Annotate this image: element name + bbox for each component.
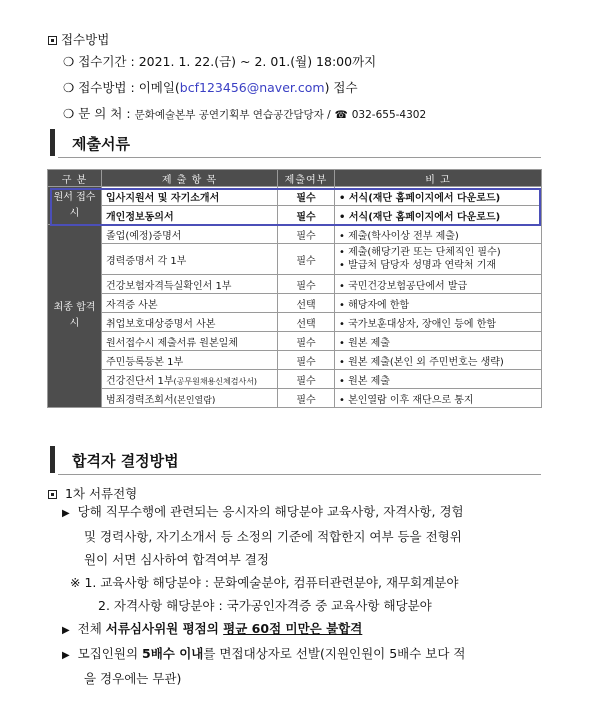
doc-note: • 제출(학사이상 전부 제출) bbox=[335, 225, 542, 244]
circle-bullet-icon: ❍ bbox=[63, 80, 75, 95]
doc-required: 필수 bbox=[278, 225, 335, 244]
doc-required: 필수 bbox=[278, 187, 335, 206]
table-row bbox=[48, 332, 542, 351]
selection-rule-line: ▶ 모집인원의 5배수 이내를 면접대상자로 선발(지원인원이 5배수 보다 적 bbox=[62, 646, 466, 661]
reception-email-link[interactable]: bcf123456@naver.com bbox=[179, 80, 325, 95]
doc-note: • 원본 제출 bbox=[335, 370, 542, 389]
reception-period-label: 접수기간 bbox=[78, 54, 127, 69]
header-item: 제 출 항 목 bbox=[102, 170, 278, 187]
doc-required: 선택 bbox=[278, 294, 335, 313]
criteria-line: 당해 직무수행에 관련되는 응시자의 해당분야 교육사항, 자격사항, 경험 bbox=[77, 504, 464, 519]
category-final: 최종 합격시 bbox=[48, 225, 102, 408]
doc-item: 졸업(예정)증명서 bbox=[102, 225, 278, 244]
header-required: 제출여부 bbox=[278, 170, 335, 187]
section-rule bbox=[58, 157, 541, 158]
doc-item: 취업보호대상증명서 사본 bbox=[102, 313, 278, 332]
doc-item: 입사지원서 및 자기소개서 bbox=[102, 187, 278, 206]
reception-method-prefix: 이메일( bbox=[138, 80, 180, 95]
doc-item: 경력증명서 각 1부 bbox=[102, 244, 278, 275]
documents-table bbox=[47, 169, 542, 408]
reception-phone: 032-655-4302 bbox=[351, 109, 427, 121]
reception-contact-line: ❍ 문 의 처 : 문화예술본부 공연기획부 연습공간담당자 / ☎ 032-655-4302 bbox=[63, 106, 427, 121]
doc-item: 주민등록등본 1부 bbox=[102, 351, 278, 370]
doc-item: 자격증 사본 bbox=[102, 294, 278, 313]
doc-note: • 제출(해당기관 또는 단체직인 필수) • 발급처 담당자 성명과 연락처 기재 bbox=[335, 244, 542, 275]
section-bar bbox=[50, 129, 55, 156]
doc-required: 필수 bbox=[278, 389, 335, 408]
reception-heading: 접수방법 bbox=[60, 32, 110, 47]
reception-contact-label: 문 의 처 bbox=[78, 106, 123, 121]
reception-method-label: 접수방법 bbox=[78, 80, 127, 95]
table-row bbox=[48, 187, 542, 206]
note-line: ※ 1. 교육사항 해당분야 : 문화예술분야, 컴퓨터관련분야, 재무회계분야 bbox=[70, 575, 459, 590]
square-bullet-icon bbox=[48, 36, 57, 45]
doc-note: • 해당자에 한함 bbox=[335, 294, 542, 313]
category-application: 원서 접수시 bbox=[48, 187, 102, 225]
doc-note: • 본인열람 이후 재단으로 통지 bbox=[335, 389, 542, 408]
table-row bbox=[48, 244, 542, 275]
selection-rule-line: 을 경우에는 무관) bbox=[84, 671, 182, 686]
reception-contact-value: 문화예술본부 공연기획부 연습공간담당자 / bbox=[134, 109, 331, 121]
triangle-bullet-icon: ▶ bbox=[62, 508, 70, 519]
section-bar bbox=[50, 446, 55, 473]
doc-item: 개인정보동의서 bbox=[102, 206, 278, 225]
doc-required: 선택 bbox=[278, 313, 335, 332]
section-rule bbox=[58, 474, 541, 475]
reception-heading-line bbox=[48, 30, 109, 48]
triangle-bullet-icon: ▶ bbox=[62, 625, 70, 636]
table-row bbox=[48, 313, 542, 332]
reception-period-value: 2021. 1. 22.(금) ~ 2. 01.(월) 18:00까지 bbox=[138, 54, 377, 69]
doc-item: 건강보험자격득실확인서 1부 bbox=[102, 275, 278, 294]
doc-note: • 서식(재단 홈페이지에서 다운로드) bbox=[335, 206, 542, 225]
doc-note: • 국민건강보험공단에서 발급 bbox=[335, 275, 542, 294]
reception-period-line: ❍ 접수기간 : 2021. 1. 22.(금) ~ 2. 01.(월) 18:00까지 bbox=[63, 54, 377, 69]
doc-required: 필수 bbox=[278, 332, 335, 351]
doc-required: 필수 bbox=[278, 275, 335, 294]
criteria-line: 및 경력사항, 자기소개서 등 소정의 기준에 적합한지 여부 등을 전형위 bbox=[84, 529, 462, 544]
fail-rule-line: ▶ 전체 서류심사위원 평점의 평균 60점 미만은 불합격 bbox=[62, 621, 363, 636]
square-bullet-icon bbox=[48, 490, 57, 499]
doc-required: 필수 bbox=[278, 351, 335, 370]
doc-required: 필수 bbox=[278, 244, 335, 275]
table-row bbox=[48, 206, 542, 225]
note-line: 2. 자격사항 해당분야 : 국가공인자격증 중 교육사항 해당분야 bbox=[98, 598, 432, 613]
table-header-row bbox=[48, 170, 542, 187]
phone-icon: ☎ bbox=[334, 109, 348, 121]
table-row bbox=[48, 351, 542, 370]
doc-required: 필수 bbox=[278, 206, 335, 225]
doc-note: • 국가보훈대상자, 장애인 등에 한함 bbox=[335, 313, 542, 332]
table-row bbox=[48, 294, 542, 313]
header-category: 구 분 bbox=[48, 170, 102, 187]
table-row bbox=[48, 225, 542, 244]
circle-bullet-icon: ❍ bbox=[63, 54, 75, 69]
table-row bbox=[48, 389, 542, 408]
circle-bullet-icon: ❍ bbox=[63, 106, 75, 121]
doc-required: 필수 bbox=[278, 370, 335, 389]
step1-heading: 1차 서류전형 bbox=[64, 486, 138, 501]
triangle-bullet-icon: ▶ bbox=[62, 650, 70, 661]
table-row bbox=[48, 370, 542, 389]
reception-method-suffix: ) 접수 bbox=[324, 80, 358, 95]
criteria-line: 원이 서면 심사하여 합격여부 결정 bbox=[84, 552, 269, 567]
doc-note: • 서식(재단 홈페이지에서 다운로드) bbox=[335, 187, 542, 206]
doc-note: • 원본 제출 bbox=[335, 332, 542, 351]
doc-note: • 원본 제출(본인 외 주민번호는 생략) bbox=[335, 351, 542, 370]
docs-section-title: 제출서류 bbox=[72, 135, 130, 153]
table-row bbox=[48, 275, 542, 294]
paragraph-criteria bbox=[62, 500, 552, 690]
result-section-title: 합격자 결정방법 bbox=[72, 452, 179, 470]
doc-item: 건강진단서 1부(공무원채용신체검사서) bbox=[102, 370, 278, 389]
reception-method-line: ❍ 접수방법 : 이메일(bcf123456@naver.com) 접수 bbox=[63, 80, 358, 95]
header-note: 비 고 bbox=[335, 170, 542, 187]
doc-item: 범죄경력조회서(본인열람) bbox=[102, 389, 278, 408]
doc-item: 원서접수시 제출서류 원본일체 bbox=[102, 332, 278, 351]
